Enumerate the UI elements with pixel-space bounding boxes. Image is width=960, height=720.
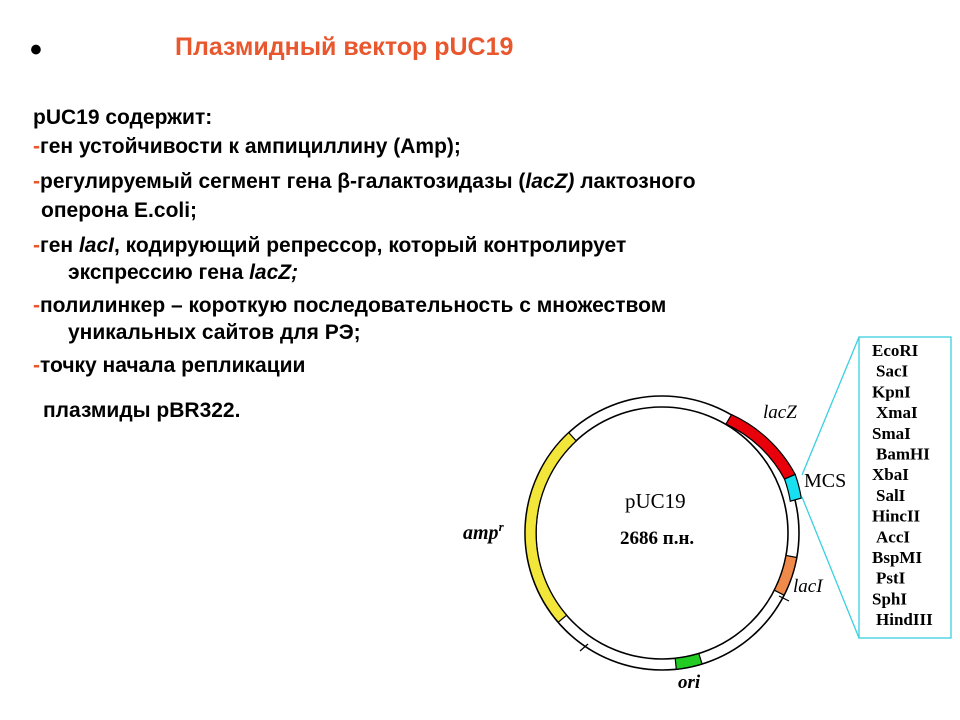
laci-label: lacI xyxy=(793,576,823,597)
restriction-site-smai: SmaI xyxy=(872,423,911,443)
plasmid-size: 2686 п.н. xyxy=(620,528,695,549)
item-text: экспрессию гена xyxy=(68,261,250,284)
ori-label: ori xyxy=(678,672,701,693)
restriction-site-bspmi: BspMI xyxy=(872,548,923,567)
item-italic-text: lacI xyxy=(78,234,114,257)
item-dash: - xyxy=(33,294,40,317)
lacz-label: lacZ xyxy=(763,402,797,423)
list-item-polylinker-continuation: уникальных сайтов для РЭ; xyxy=(68,321,361,344)
item-dash: - xyxy=(33,354,40,377)
mcs-callout-line xyxy=(802,497,859,638)
mcs-label: MCS xyxy=(804,470,847,492)
list-item-ori-continuation: плазмиды pBR322. xyxy=(43,399,241,422)
item-text: , кодирующий репрессор, который контролирует xyxy=(113,234,627,257)
item-text: лактозного xyxy=(574,170,696,193)
amp-label-superscript: r xyxy=(498,519,504,534)
restriction-site-ecori: EcoRI xyxy=(872,341,919,360)
item-dash: - xyxy=(33,234,40,257)
item-text: регулируемый сегмент гена β-галактозидазы ( xyxy=(40,170,526,193)
plasmid-name: pUC19 xyxy=(625,489,686,513)
item-italic-text: lacZ; xyxy=(249,261,299,284)
restriction-site-sphi: SphI xyxy=(872,589,907,609)
amp-label-text: amp xyxy=(463,522,499,544)
item-text: полилинкер – короткую последовательность с множеством xyxy=(40,294,667,317)
list-item-lacz-continuation: оперона E.coli; xyxy=(41,199,198,222)
restriction-site-kpni: KpnI xyxy=(872,382,911,402)
item-dash: - xyxy=(33,135,40,158)
item-dash: - xyxy=(33,170,40,193)
item-text: точку начала репликации xyxy=(40,354,306,377)
ori-segment xyxy=(675,654,702,670)
restriction-site-hincii: HincII xyxy=(872,506,921,526)
mcs-callout-line xyxy=(802,337,859,475)
item-text: ген устойчивости к ампициллину (Amp); xyxy=(40,135,461,158)
item-text: ген xyxy=(40,234,79,257)
lacz-segment xyxy=(726,415,795,480)
restriction-site-xmai: XmaI xyxy=(876,403,918,423)
restriction-site-saci: SacI xyxy=(876,361,909,381)
restriction-site-acci: AccI xyxy=(876,527,910,547)
restriction-site-sali: SalI xyxy=(876,485,906,505)
restriction-site-xbai: XbaI xyxy=(872,465,909,485)
restriction-site-hindiii: HindIII xyxy=(876,610,933,630)
slide-title: Плазмидный вектор pUC19 xyxy=(175,33,514,61)
slide-bullet: • xyxy=(30,31,42,69)
item-italic-text: lacZ) xyxy=(525,170,575,193)
intro-line: pUC19 содержит: xyxy=(33,106,213,129)
restriction-site-bamhi: BamHI xyxy=(876,444,930,464)
amp-segment xyxy=(525,433,576,623)
mcs-segment xyxy=(785,474,802,501)
restriction-site-psti: PstI xyxy=(876,568,906,588)
amp-label xyxy=(463,519,505,544)
